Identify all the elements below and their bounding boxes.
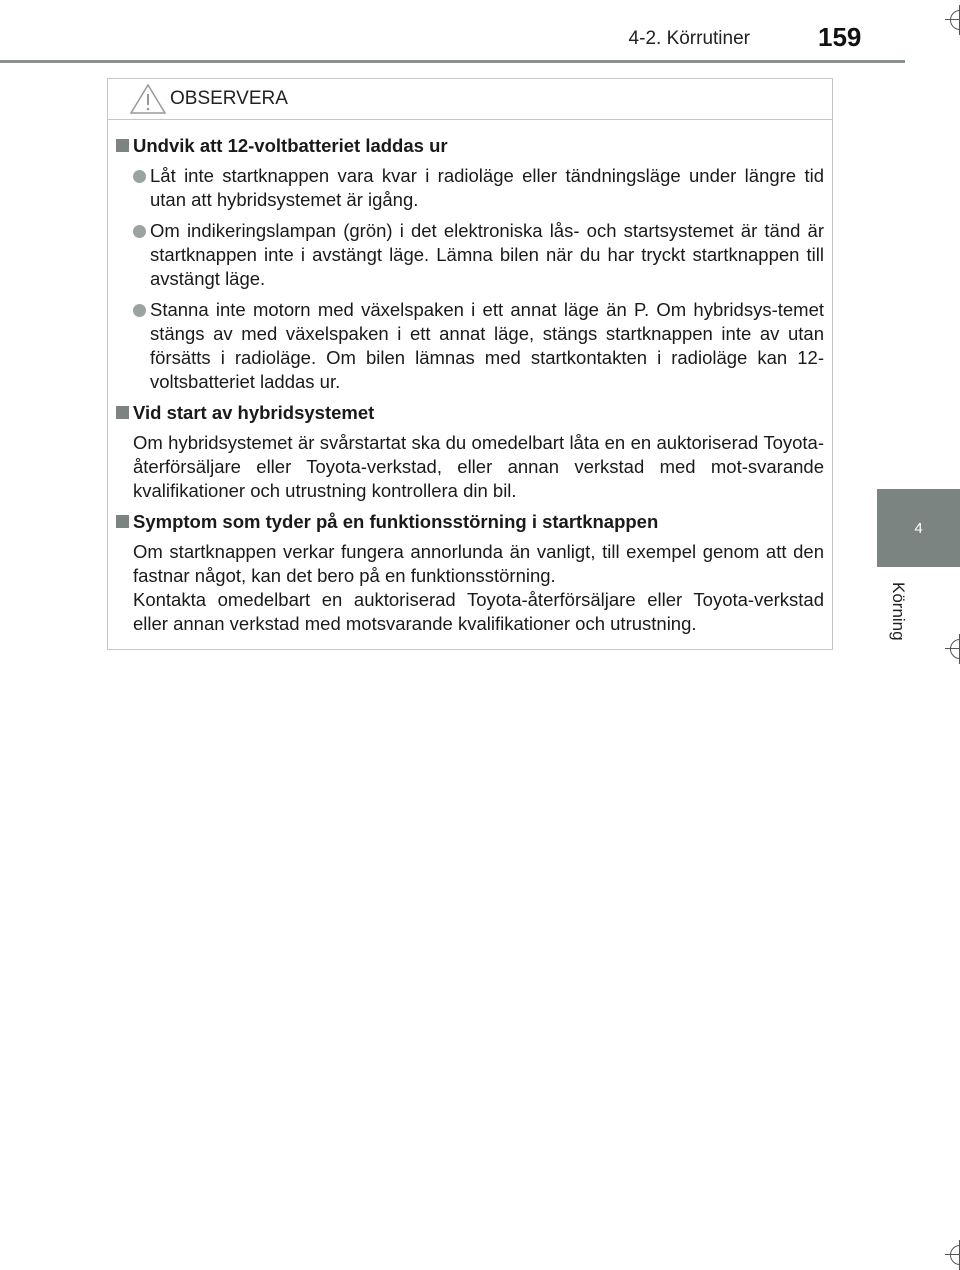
section-title [116, 401, 824, 425]
notice-title: OBSERVERA [170, 88, 288, 109]
section-title-text: Undvik att 12-voltbatteriet laddas ur [133, 135, 448, 156]
crosshair-icon [945, 5, 960, 35]
circle-bullet-icon [133, 225, 146, 238]
list-item-text: Om indikeringslampan (grön) i det elektroniska lås- och startsystemet är tänd är startknappen inte i avstängt läge. Lämna bilen när du har tryckt startknappen till avstängt läge. [150, 220, 824, 289]
section-paragraph: Om startknappen verkar fungera annorlunda än vanligt, till exempel genom att den fastnar något, kan det bero på en funktionsstörning. [133, 541, 824, 586]
square-bullet-icon [116, 139, 129, 152]
section-title-text: Symptom som tyder på en funktionsstörning i startknappen [133, 511, 659, 532]
section-heading: 4-2. Körrutiner [628, 28, 750, 49]
page-number: 159 [818, 22, 862, 52]
warning-triangle-icon [128, 82, 168, 116]
list-item-text: Stanna inte motorn med växelspaken i ett annat läge än P. Om hybridsys-temet stängs av med växelspaken i ett annat läge, stängs startknappen inte av utan försätts i radioläge. Om bilen lämnas med startkontakten i radioläge kan 12-voltsbatteriet laddas ur. [150, 299, 824, 392]
section-title [116, 134, 824, 158]
list-item [116, 164, 824, 212]
section-title [116, 510, 824, 534]
list-item-text: Låt inte startknappen vara kvar i radioläge eller tändningsläge under längre tid utan att hybridsystemet är igång. [150, 165, 824, 210]
circle-bullet-icon [133, 304, 146, 317]
notice-box [107, 78, 833, 650]
square-bullet-icon [116, 406, 129, 419]
crosshair-icon [945, 1240, 960, 1270]
notice-content [108, 120, 832, 636]
list-item [116, 298, 824, 394]
crosshair-icon [945, 634, 960, 664]
chapter-number: 4 [914, 519, 923, 537]
chapter-label: Körning [889, 582, 908, 641]
circle-bullet-icon [133, 170, 146, 183]
notice-header [108, 79, 832, 120]
section-paragraph: Om hybridsystemet är svårstartat ska du omedelbart låta en en auktoriserad Toyota-återförsäljare eller Toyota-verkstad, eller annan verkstad med mot-svarande kvalifikationer och utrustning kontrollera din bil. [133, 432, 824, 501]
chapter-tab [877, 489, 960, 567]
section-title-text: Vid start av hybridsystemet [133, 402, 375, 423]
square-bullet-icon [116, 515, 129, 528]
list-item [116, 219, 824, 291]
header-rule [0, 60, 905, 63]
section-paragraph: Kontakta omedelbart en auktoriserad Toyota-återförsäljare eller Toyota-verkstad eller annan verkstad med motsvarande kvalifikationer och utrustning. [133, 589, 824, 634]
